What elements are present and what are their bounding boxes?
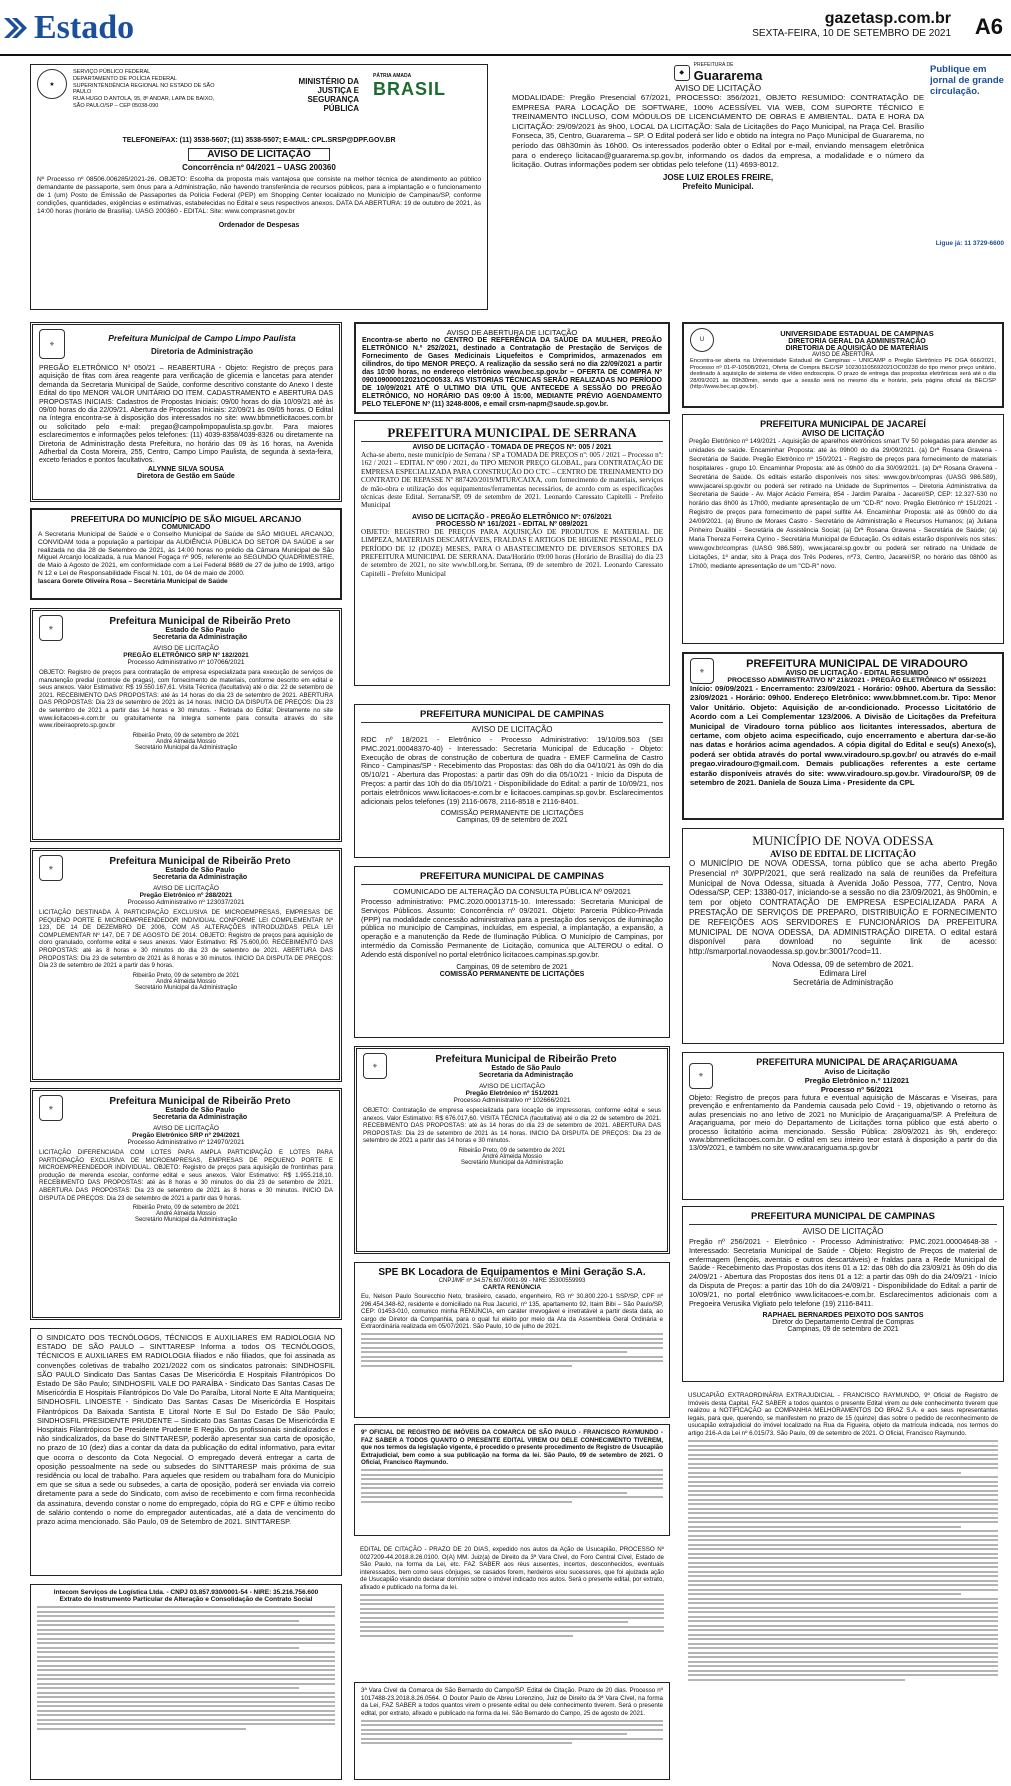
sinttaresp-body: O SINDICATO DOS TECNÓLOGOS, TÉCNICOS E AUXILIARES EM RADIOLOGIA NO ESTADO DE SÃO PAULO – SINTTARESP Informa a todos OS TECNÓLOGOS, TÉCNICOS E AUXILIARES EM RADIOLOGIA filiados e não filiados, que foi assinada as convenções coletivas de trabalho 2021/2022 com os sindicatos patronais: SINDHOSFIL SÃO PAULO Sindicato Das Santas Casas De Misericórdia E Hospitais Filantrópicos Do Estado De São Paulo; SINDHOSFIL VALE DO PARAÍBA - Sindicato Das Santas Casas De Misericórdia E Hospitais Filantrópicos Do Vale Do Paraíba, Litoral Norte E Alta Mantiqueira; SINDHOSFIL LINOESTE - Sindicato Das Santas Casas De Misericórdia E Hospitais Filantrópicos Da Baixada Santista E Litoral Norte E Sul Do Estado De São Paulo; SINDHOSFIL PRESIDENTE PRUDENTE – Sindicato Das Santas Casas De Misericórdia E Hospitais Filantrópicos De Presidente Prudente E Região. Os profissionais sindicalizados e não sindicalizados, da base do SINTTARESP, poderão apresentar sua carta de oposição, no prazo de 10 (dez) dias a contar da data da publicação do edital informativo, para evitar que ocorra o desconto da Cota Negocial. O empregado deverá entregar a carta de oposição pessoalmente na sede ou subsedes do SINTTARESP mais próxima de sua residência ou local de trabalho. Para aqueles que residem ou trabalham fora do Município em que se situa a sede ou subsedes, a carta de oposição, poderá ser enviada via correio diretamente para a sede do Sindicato, com aviso de recebimento e com firma reconhecida da assinatura, devendo constar o nome do empregado, cópia do RG e CPF e último recibo de salário contendo o nome do empregador autenticadas, até a data de vencimento do prazo acima mencionado. São Paulo, 09 de Setembro de 2021. SINTTARESP.	[37, 1333, 335, 1527]
cepesp-notice	[354, 322, 670, 414]
nova-odessa-sign1: Edimara Lirel	[819, 968, 867, 978]
guararema-notice	[512, 62, 924, 302]
rp2-proc: Processo Administrativo nº 123037/2021	[127, 899, 245, 906]
guararema-logo-icon: ◆	[674, 65, 690, 81]
campinas2-notice	[354, 866, 670, 1038]
campinas1-sign1: COMISSÃO PERMANENTE DE LICITAÇÕES	[440, 810, 584, 818]
registro-text-lines	[361, 1469, 663, 1503]
intecom-sub: Extrato do Instrumento Particular de Alteração e Consolidação de Contrato Social	[59, 1596, 313, 1603]
campinas3-sign2: Diretor do Departamento Central de Compras	[772, 1319, 914, 1327]
rp2-body: LICITAÇÃO DESTINADA À PARTICIPAÇÃO EXCLUSIVA DE MICROEMPRESAS, EMPRESAS DE PEQUENO PORTE E MICROEMPREENDEDOR INDIVIDUAL CONFORME LEI COMPLEMENTAR Nº 123, DE 14 DE DEZEMBRO DE 2006, COM AS ALTERAÇÕES INTRODUZIDAS PELA LEI COMPLEMENTAR Nº 147, DE 7 DE AGOSTO DE 2014. OBJETO: Registro de preços para aquisição de cloro granulado, conforme edital e seus anexos. Valor Estimativo: R$ 75.600,00. RECEBIMENTO DAS PROPOSTAS: até às 8 horas e 30 minutos do dia 23 de setembro de 2021. ABERTURA DAS PROPOSTAS: Dia 23 de setembro de 2021 às 8 horas e 30 minutos. INICIO DA DISPUTA DE PREÇOS: Dia 23 de setembro de 2021 a partir das 9 horas.	[39, 909, 333, 970]
aracariguama-sub3: Processo nº 56/2021	[820, 1085, 894, 1094]
campo-limpo-body: PREGÃO ELETRÔNICO Nº 050/21 – REABERTURA - Objeto: Registro de preços para aquisição de fitas com área reagente para verificação de glicemia e lancetas para atender demanda da Secretaria Municipal de Saúde, conforme descritivo constante do Anexo I deste Edital do tipo MENOR VALOR UNITÁRIO DO ITEM. CADASTRAMENTO e ABERTURA DAS PROPOSTAS INICIAIS: Cadastros de Propostas Iniciais: 09/00 horas do dia 10/09/21 até às 09/00 horas do dia 22/09/21. Abertura de Propostas Iniciais: 22/09/21 às 09/05 horas. O Edital na íntegra encontra-se à disposição dos interessados no site: www.bbmnetlicitacoes.com.br ou solicitado pelo e-mail: pregao@campolimpopaulista.sp.gov.br. Para maiores esclarecimentos e informações pelos telefones: (11) 4039-8358/4039-8326 ou diretamente na Diretoria de Administração desta Prefeitura, no horário das 09 às 16 horas, na Avenida Adherbal da Costa Moreira, 255, Centro, Campo Limpo Paulista, de segunda à sexta-feira, exceto feriados e pontos facultativos.	[39, 365, 333, 465]
serrana-notice	[354, 420, 670, 686]
brasao-icon: ⚜	[363, 1053, 387, 1079]
rp1-sec: Secretaria da Administração	[152, 633, 248, 641]
rp1-sign1: André Almeida Mossio	[156, 738, 216, 745]
serrana-body1: Acha-se aberto, neste município de Serrana / SP a TOMADA DE PREÇOS nº: 005 / 2021 – Processo nº: 162 / 2021 – EDITAL Nº 090 / 2021, do TIPO MENOR PREÇO GLOBAL, para CONTRATAÇÃO DE EMPRESA ESPECIALIZADA PARA CONSTRUÇÃO DO CTC – CENTRO DE TREINAMENTO DO CONTRATO DE REPASSE Nº 887420/2019/MTUR/CAIXA, com fornecimento de materiais, serviços de mão-obra e utilização dos equipamentos/ferramentas necessários, de acordo com as especificações técnicas deste Edital. Serrana/SP, 09 de setembro de 2021. Leonardo Caressato Capitelli - Prefeito Municipal	[361, 451, 663, 510]
campinas1-sign2: Campinas, 09 de setembro de 2021	[456, 817, 568, 825]
rp4-num: Pregão Eletrônico nº 151/2021	[465, 1090, 559, 1097]
guararema-body: MODALIDADE: Pregão Presencial 67/2021, PROCESSO: 356/2021, OBJETO RESUMIDO: CONTRATAÇÃO DE EMPRESA PARA LOCAÇÃO DE SOFTWARE, 100% ACESSÍVEL VIA WEB, COM SUPORTE TÉCNICO E TREINAMENTO INCLUSO, COM MÓDULOS DE LICENCIAMENTO DE OBRAS E AMBIENTAL. DATA E HORA DA LICITAÇÃO: 29/09/2021 às 9h00, LOCAL DA LICITAÇÃO: Sala de Licitações do Paço Municipal, na Praça Cel. Brasílio Fonseca, 35, Centro, Guararema – SP. O Edital poderá ser lido e obtido na íntegra no Paço Municipal de Guararema, no período das 08h30min às 16h00. Os interessados poderão obter o Edital por e-mail, enviando mensagem eletrônica para o endereço licitacao@guararema.sp.gov.br, informando os dados da empresa, a modalidade e o número da licitação. Outras informações podem ser obtidas pelo telefone (11) 4693-8012.	[512, 93, 924, 170]
rp2-num: Pregão Eletrônico nº 288/2021	[139, 892, 233, 899]
intecom-text-lines	[37, 1606, 335, 1730]
unicamp-sub: AVISO DE ABERTURA	[812, 352, 874, 358]
brasil-logo: PÁTRIA AMADA BRASIL	[373, 73, 446, 99]
serrana-title: PREFEITURA MUNICIPAL DE SERRANA	[361, 425, 663, 442]
unicamp-logo-icon: U	[690, 328, 714, 352]
viradouro-title: PREFEITURA MUNICIPAL DE VIRADOURO	[746, 658, 968, 670]
serrana-sub2: AVISO DE LICITAÇÃO - PREGÃO ELETRÔNICO Nº: 076/2021	[412, 513, 612, 521]
rp4-sign2: Secretário Municipal da Administração	[460, 1159, 564, 1166]
guararema-sign2: Prefeito Municipal.	[682, 181, 754, 191]
campinas2-sign1: Campinas, 09 de setembro de 2021	[456, 963, 568, 971]
rp4-state: Estado de São Paulo	[491, 1064, 561, 1072]
usucapiao-text-lines	[688, 1440, 998, 1681]
cepesp-title: AVISO DE ABERTURA DE LICITAÇÃO	[446, 328, 578, 337]
rp2-title: Prefeitura Municipal de Ribeirão Preto	[109, 855, 291, 867]
campinas3-notice	[682, 1206, 1004, 1382]
campinas2-sub: COMUNICADO DE ALTERAÇÃO DA CONSULTA PÚBLICA Nº 09/2021	[393, 887, 631, 896]
sao-miguel-sub: COMUNICADO	[161, 524, 211, 531]
unicamp-title3: DIRETORIA DE AQUISIÇÃO DE MATERIAIS	[785, 344, 929, 352]
rp1-title: Prefeitura Municipal de Ribeirão Preto	[109, 615, 291, 627]
rp2-date: Ribeirão Preto, 09 de setembro de 2021	[132, 972, 240, 979]
site-url[interactable]: gazetasp.com.br	[824, 10, 951, 27]
aracariguama-title: PREFEITURA MUNICIPAL DE ARAÇARIGUAMA	[756, 1057, 958, 1067]
aracariguama-sub1: Aviso de Licitação	[824, 1067, 890, 1076]
aracariguama-sub2: Pregão Eletrônico n.º 11/2021	[804, 1076, 910, 1085]
rp4-title: Prefeitura Municipal de Ribeirão Preto	[435, 1053, 617, 1065]
rp2-sign1: André Almeida Mossio	[156, 978, 216, 985]
campo-limpo-sign2: Diretora de Gestão em Saúde	[137, 472, 235, 480]
rp4-sec: Secretaria da Administração	[478, 1071, 574, 1079]
sinttaresp-notice	[30, 1328, 342, 1576]
spebk-sub: CARTA RENÚNCIA	[482, 1284, 542, 1291]
guararema-logo-pre: PREFEITURA DE	[693, 62, 734, 68]
spebk-text-lines	[361, 1333, 663, 1367]
spebk-body: Eu, Nelson Paulo Sourecchio Neto, brasileiro, casado, engenheiro, RG nº 30.800.220-1 SSP/SP, CPF nº 296.454.348-62, residente e domiciliado na Rua Jacurici, nº 135, apartamento 92, Itaim Bibi – São Paulo/SP, CEP: 01453-010, comunico minha RENÚNCIA, em caráter irrevogável e irretratável a partir desta data, ao cargo de Diretor da Companhia, para o qual fui eleito por meio da Ata da Assembleia Geral Ordinária e Extraordinária realizada em 05/07/2021. São Paulo, 10 de julho de 2021.	[361, 1293, 663, 1331]
rp3-title: Prefeitura Municipal de Ribeirão Preto	[109, 1095, 291, 1107]
aracariguama-body: Objeto: Registro de preços para futura e eventual aquisição de Máscaras e Viseiras, para prevenção e enfrentamento da Pandemia causada pelo Covid - 19, objetivando o retorno às aulas presenciais no ano letivo de 2021 no Município de Araçariguama/SP. A Prefeitura de Araçariguama, por meio do Departamento de Licitações torna público que está aberto o processo licitatório acima mencionado. Sessão Pública: 28/09/2021 às 9h, endereço: www.bbmnetlicitacoes.com.br. O edital em seu inteiro teor estará à disposição a partir do dia 13/09/2021, e também no site www.aracariguama.sp.gov.br	[689, 1093, 997, 1153]
sao-miguel-title: PREFEITURA DO MUNICÍPIO DE SÃO MIGUEL ARCANJO	[70, 514, 302, 524]
usucapiao-body: USUCAPIÃO EXTRAORDINÁRIA EXTRAJUDICIAL - FRANCISCO RAYMUNDO, 9º Oficial de Registro de Imóveis desta Capital, FAZ SABER a todos quantos o presente Edital virem ou dele conhecimento tiverem que realizou a NOTIFICAÇÃO ao COMPANHIA MELHORAMENTOS DO BRAZ S.A. e aos seus representantes legais, para que, querendo, se manifestem no prazo de 15 (quinze) dias sobre o pedido de reconhecimento de usucapião extrajudicial do imóvel localizado na Rua da Figueira, objeto da matrícula indicada, nos termos do artigo 216-A da Lei nº 6.015/73. São Paulo, 09 de setembro de 2021. O Oficial, Francisco Raymundo.	[688, 1392, 998, 1437]
unicamp-title2: DIRETORIA GERAL DA ADMINISTRAÇÃO	[788, 337, 926, 345]
campinas3-sign1: RAPHAEL BERNARDES PEIXOTO DOS SANTOS	[762, 1312, 924, 1320]
rp1-aviso: AVISO DE LICITAÇÃO	[153, 645, 219, 652]
campo-limpo-sign1: ALYNNE SILVA SOUSA	[147, 465, 225, 473]
intecom-title: Intecom Serviços de Logística Ltda. - CNPJ 03.857.930/0001-54 - NIRE: 35.216.756.600	[53, 1589, 319, 1596]
rp3-proc: Processo Administrativo nº 124970/2021	[127, 1139, 245, 1146]
viradouro-body: Início: 09/09/2021 - Encerramento: 23/09/2021 - Horário: 09h00. Abertura da Sessão: 23/09/2021 - Horário: 09h00. Endereço Eletrônico: www.bbmnet.com.br. Tipo: Menor Valor Unitário. Objeto: Aquisição de ar-condicionado. Processo Licitatório de Acordo com a Lei Complementar 123/2006. A Divisão de Licitações da Prefeitura Municipal de Viradouro torna público aos licitantes interessados, abertura de certame, com objeto acima especificado, cujo encerramento e abertura dar-se-ão nas datas e horários acima agendados. A cópia digital do Edital e seu(s) Anexo(s), poderá ser obtida através do portal www.viradouro.sp.gov.br/ ou através do e-mail pregao.viradouro@gmail.com. Demais publicações referentes a este certame estarão disponíveis através do site: www.viradouro.sp.gov.br. Viradouro/SP, 09 de setembro de 2021. Daniela de Souza Lima - Presidente da CPL	[690, 684, 996, 788]
pf-subtitle: Concorrência nº 04/2021 – UASG 200360	[182, 163, 336, 172]
rp3-sec: Secretaria da Administração	[152, 1113, 248, 1121]
rp4-sign1: André Almeida Mossio	[482, 1153, 542, 1160]
nova-odessa-body: O MUNICÍPIO DE NOVA ODESSA, torna público que se acha aberto Pregão Presencial nº 30/PP/2021, que será realizado na sala de reuniões da Prefeitura Municipal de Nova Odessa, situada à Avenida João Pessoa, 777, Centro, Nova Odessa/SP, CEP: 13380-017, iniciando-se a sessão no dia 23/09/2021, às 9h00min, e tem por objeto CONTRATAÇÃO DE EMPRESA ESPECIALIZADA PARA A PRESTAÇÃO DE SERVIÇOS DE PREPARO, DISTRIBUIÇÃO E FORNECIMENTO DE REFEIÇÕES AOS SERVIDORES E FUNCIONÁRIOS DA PREFEITURA MUNICIPAL DE NOVA ODESSA, DA ADMINISTRAÇÃO DIRETA. O edital estará disponível para download no seguinte link de acesso: http://smarportal.novaodessa.sp.gov.br:3001/?cod=11.	[689, 859, 997, 957]
rp4-body: OBJETO: Contratação de empresa especializada para locação de impressoras, conforme edital e seus anexos. Valor Estimativo: R$ 676.017,60. VISITA TÉCNICA (facultativa) até o dia 22 de setembro de 2021. RECEBIMENTO DAS PROPOSTAS: até às 14 horas do dia 23 de setembro de 2021. ABERTURA DAS PROPOSTAS: Dia 23 de setembro de 2021 às 14 horas. INICIO DA DISPUTA DE PREÇOS: Dia 23 de setembro de 2021 a partir das 14 horas e 30 minutos.	[363, 1107, 661, 1145]
rp4-aviso: AVISO DE LICITAÇÃO	[479, 1083, 545, 1090]
rp1-state: Estado de São Paulo	[165, 626, 235, 634]
pf-title: AVISO DE LICITAÇÃO	[188, 148, 330, 161]
sao-miguel-body: A Secretaria Municipal de Saúde e o Conselho Municipal de Saúde de SÃO MIGUEL ARCANJO, CONVIDAM toda a população a participar da AUDIÊNCIA PÚBLICA DO SETOR DA SAÚDE a ser realizada no dia 28 de Setembro de 2021, às 14:00 horas no prédio da Câmara Municipal de São Miguel Arcanjo localizada, à rua Manoel Fogaça nº 905, referente ao SEGUNDO QUADRIMESTRE, de Maio à Agosto de 2021, em conformidade com a Lei Federal 8689 de 27 de julho de 1993, artigo N 12 e Lei de Responsabilidade Fiscal N. 101, de 04 de maio de 2000.	[38, 531, 334, 577]
guararema-title: AVISO DE LICITAÇÃO	[674, 83, 762, 93]
rp3-aviso: AVISO DE LICITAÇÃO	[153, 1125, 219, 1132]
brasao-icon: ⚜	[690, 658, 714, 684]
brasao-icon: ⚜	[689, 1063, 713, 1089]
cepesp-body: Encontra-se aberto no CENTRO DE REFERÊNCIA DA SAÚDE DA MULHER, PREGÃO ELETRÔNICO N.º 252/2021, destinado a Contratação de Prestação de Serviços de Fornecimento de Gases Medicinais Liquefeitos e Comprimidos, armazenados em cilindros, do tipo MENOR PREÇO. A realização da sessão será no dia 22/09/2021 a partir das 10:00 horas, no endereço eletrônico www.bec.sp.gov.br – OFERTA DE COMPRA Nº 090109000012021OC00533. AS VISTORIAS TÉCNICAS SERÃO REALIZADAS NO PERÍODO DE 10/09/2021 ATÉ O ULTIMO DIA ÚTIL QUE ANTECEDE A SESSÃO DO PREGÃO ELETRÔNICO, NO HORÁRIO DAS 09:00 À 15:00, MEDIANTE PRÉVIO AGENDAMENTO PELO TELEFONE Nº (11) 3248-8006, e email crsm-napm@saude.sp.gov.br.	[362, 337, 662, 408]
rp3-body: LICITAÇÃO DIFERENCIADA COM LOTES PARA AMPLA PARTICIPAÇÃO E LOTES PARA PARTICIPAÇÃO EXCLUSIVA DE MICROEMPRESAS, EMPRESAS DE PEQUENO PORTE E MICROEMPREENDEDOR INDIVIDUAL. OBJETO: Registro de preços para aquisição de frontinhas para produção de merenda escolar, conforme edital e seus anexos. Valor Estimativo: R$ 1.955.218,10. RECEBIMENTO DAS PROPOSTAS: até às 8 horas e 30 minutos do dia 23 de setembro de 2021. ABERTURA DAS PROPOSTAS: Dia 23 de setembro de 2021 às 8 horas e 30 minutos. INICIO DA DISPUTA DE PREÇOS: Dia 23 de setembro de 2021 a partir das 9 horas.	[39, 1149, 333, 1202]
edital-citacao-body: EDITAL DE CITAÇÃO - PRAZO DE 20 DIAS, expedido nos autos da Ação de Usucapião, PROCESSO Nº 0027209-44.2018.8.26.0100. O(A) MM. Juiz(a) de Direito da 3ª Vara Cível, do Foro Central Cível, Estado de São Paulo, na forma da Lei, etc. FAZ SABER aos réus ausentes, incertos, desconhecidos, eventuais interessados, bem como seus cônjuges, se casados forem, herdeiros e/ou sucessores, que foi ajuizada ação de Usucapião visando declarar domínio sobre o imóvel indicado nos autos. Será o presente edital, por extrato, afixado e publicado na forma da lei.	[360, 1546, 664, 1591]
serrana-body2: OBJETO: REGISTRO DE PREÇOS PARA AQUISIÇÃO DE PRODUTOS E MATERIAL DE LIMPEZA, MATERIAIS DESCARTÁVEIS, FRALDAS E ARTIGOS DE HIGIENE PESSOAL, PELO PERÍODO DE 12 (DOZE) MESES, PARA O ABASTECIMENTO DE DIVERSOS SETORES DA PREFEITURA MUNICIPAL DE SERRANA. Data/Horário 09:00 horas (Horário de Brasília) do dia 23 de setembro de 2021, no site www.bll.org.br. Serrana, 09 de setembro de 2021. Leonardo Caressato Capitelli - Prefeito Municipal	[361, 527, 663, 578]
campinas3-sign3: Campinas, 09 de setembro de 2021	[787, 1326, 899, 1334]
campinas1-body: RDC nº 18/2021 - Eletrônico - Processo Administrativo: 19/10/09.503 (SEI PMC.2021.00048370-40) - Interessado: Secretaria Municipal de Educação - Objeto: Execução de obras de construção de cobertura de quadra - EMEF Carmelina de Castro Rinco - Campinas/SP - Recebimento das Propostas: das 08h do dia 04/10/21 às 09h do dia 05/10/21 - Abertura das Propostas: a partir das 09h do dia 05/10/21 - Início da Disputa de Preços: a partir das 10h do dia 05/10/21 - Disponibilidade do Edital: a partir de 10/09/21, nos portais eletrônicos www.licitacoes-e.com.br e licitacoes.campinas.sp.gov.br. Esclarecimentos adicionais pelos telefones (19) 2116-0678, 2116-8518 e 2116-8401.	[361, 735, 663, 806]
campinas2-title: PREFEITURA MUNICIPAL DE CAMPINAS	[361, 871, 663, 885]
pf-notice	[30, 64, 488, 310]
promo-text: Publique em jornal de grande circulação.	[930, 64, 1004, 97]
rp3-num: Pregão Eletrônico SRP nº 294/2021	[132, 1132, 240, 1139]
vara3-text-lines	[361, 1720, 663, 1745]
unicamp-title1: UNIVERSIDADE ESTADUAL DE CAMPINAS	[780, 328, 934, 338]
campinas2-body: Processo administrativo: PMC.2020.00013715-10. Interessado: Secretaria Municipal de Serviços Públicos. Assunto: Concorrência nº 09/2021. Objeto: Parceria Público-Privada (PPP) na modalidade concessão administrativa para a prestação dos serviços de iluminação pública no município de Campinas, incluídas, em especial, a implantação, a expansão, a operação e a manutenção da Rede de Iluminação Pública. O Município de Campinas, por intermédio da Comissão Permanente de Licitação, comunica que ALTEROU o edital. O Adendo está disponível no portal eletrônico licitacoes.campinas.sp.gov.br.	[361, 897, 663, 959]
campo-limpo-sub: Diretoria de Administração	[151, 346, 253, 356]
ministry-name: MINISTÉRIO DA JUSTIÇA E SEGURANÇA PÚBLICA	[298, 77, 359, 113]
vara3-notice	[354, 1682, 670, 1780]
page-number: A6	[974, 14, 1003, 39]
campinas3-title: PREFEITURA MUNICIPAL DE CAMPINAS	[689, 1211, 997, 1225]
unicamp-notice	[682, 322, 1004, 408]
pf-phone: TELEFONE/FAX: (11) 3538-5607; (11) 3538-5507; E-MAIL: CPL.SRSP@DPF.GOV.BR	[122, 137, 396, 144]
spebk-title: SPE BK Locadora de Equipamentos e Mini Geração S.A.	[378, 1267, 646, 1278]
rp3-date: Ribeirão Preto, 09 de setembro de 2021	[132, 1205, 240, 1212]
masthead	[0, 0, 1011, 56]
jacarei-notice	[682, 414, 1004, 644]
campinas1-title: PREFEITURA MUNICIPAL DE CAMPINAS	[361, 709, 663, 723]
jacarei-body: Pregão Eletrônico nº 149/2021 - Aquisição de aparelhos eletrônicos smart TV 50 polegadas para atender as unidades de saúde. Encaminhar Proposta: até às 09h00 do dia 29/09/2021. (a) Drª Rosana Gravena - Secretária de Saúde. Pregão Eletrônico nº 150/2021 - Registro de preços para fornecimento de materiais hospitalares - grupo 10. Encaminhar Proposta: até às 09h00 do dia 30/09/2021. (a) Drª Rosana Gravena - Secretária de Saúde. Os editais estarão disponíveis nos sites: www.gov.br/compras (UASG 986.589), www.jacarei.sp.gov.br ou poderá ser retirado na Unidade de Suprimentos – Diretoria Administrativa da Secretaria de Saúde - Av. Major Acácio Ferreira, 854 - Jardim Paraíba - Jacareí/SP, CEP: 12.327-530 no horário das 8h00 às 17h00, mediante apresentação de um "CD-R" novo. Pregão Eletrônico nº 151/2021 - Registro de preços para fornecimento de papel sulfite A4. Encaminhar Proposta: até às 09h00 do dia 24/09/2021. (a) Bruno de Moraes Castro - Secretário de Administração e Recursos Humanos; (a) Juliana Pinheiro Duailibi - Secretária de Assistência Social; (a) Drª Rosana Gravena - Secretária de Saúde; (a) Maria Thereza Ferreira Cyrino - Secretária Municipal de Educação. Os editais estarão disponíveis nos sites: www.gov.br/compras (UASG 986.589), www.jacarei.sp.gov.br ou poderá ser retirado na Unidade de Licitações, 1º andar, sito à Praça dos Três Poderes, nº73, Centro, Jacareí/SP, no horário das 08h00 às 17h00, mediante apresentação de um "CD-R" novo.	[689, 438, 997, 570]
rp1-body: OBJETO: Registro de preços para contratação de empresa especializada para execução de serviços de manutenção predial (controle de pragas), com fornecimento de materiais, conforme descrito em edital e seus anexos. Valor Estimativo: R$ 19.550.167,61. Visita Técnica (facultativa) até o dia: 22 de setembro de 2021. RECEBIMENTO DAS PROPOSTAS: até às 14 horas do dia 23 de setembro de 2021. ABERTURA DAS PROPOSTAS: Dia 23 de setembro de 2021 às 14 horas. INICIO DA DISPUTA DE PREÇOS: Dia 23 de setembro de 2021 a partir das 14 horas e 30 minutos. - Retirada do Edital: Diretamente no site www.licitacoes-e.com.br ou gratuitamente na íntegra somente para consulta através do site www.ribeiraopreto.sp.gov.br	[39, 669, 333, 730]
viradouro-sub2: PROCESSO ADMINISTRATIVO Nº 218/2021 - PREGÃO ELETRÔNICO Nº 055/2021	[727, 677, 987, 684]
issue-date: SEXTA-FEIRA, 10 DE SETEMBRO DE 2021	[752, 28, 951, 39]
brasao-icon: ⚜	[39, 855, 63, 881]
spebk-cnpj: CNPJ/MF nº 34.576.607/0001-99 - NIRE 35300559993	[438, 1278, 586, 1284]
rp1-notice	[30, 608, 342, 842]
unicamp-body: Encontra-se aberta na Universidade Estadual de Campinas – UNICAMP o Pregão Eletrônico PE DGA 666/2021, Processo nº 01-P-10508/2021, Oferta de Compra BEC/SP 102301105692021OC00238 do tipo menor preço unitário, destinado à aquisição de sistema de vídeo endoscopia. O prazo de entrega das propostas eletrônicas será até o dia 28/09/2021 às 09h30min, sendo que a sessão será no mesmo dia e horário, pela página oficial da BEC/SP (http://www.bec.sp.gov.br).	[690, 358, 996, 391]
viradouro-notice	[682, 652, 1004, 820]
campinas1-sub: AVISO DE LICITAÇÃO	[471, 725, 553, 734]
brasao-icon: ★	[37, 69, 67, 99]
rp1-sign2: Secretário Municipal da Administração	[134, 744, 238, 751]
rp2-state: Estado de São Paulo	[165, 866, 235, 874]
side-promo	[930, 64, 1004, 174]
jacarei-title: PREFEITURA MUNICIPAL DE JACAREÍ	[760, 419, 926, 429]
sao-miguel-notice	[30, 508, 342, 600]
campinas2-sign2: COMISSÃO PERMANENTE DE LICITAÇÕES	[439, 970, 585, 978]
rp2-sec: Secretaria da Administração	[152, 873, 248, 881]
pf-org: SERVIÇO PÚBLICO FEDERAL DEPARTAMENTO DE POLÍCIA FEDERAL SUPERINTENDÊNCIA REGIONAL NO ESTADO DE SÃO PAULO RUA HUGO D ANTOLA, 95, 8º ANDAR, LAPA DE BAIXO, SÃO PAULO/SP – CEP 05038-090	[73, 69, 215, 109]
brasao-icon: ⚜	[39, 1095, 63, 1121]
rp2-notice	[30, 848, 342, 1082]
rp3-notice	[30, 1088, 342, 1320]
registro-body: 9º OFICIAL DE REGISTRO DE IMÓVEIS DA COMARCA DE SÃO PAULO - FRANCISCO RAYMUNDO - FAZ SABER A TODOS QUANTO O PRESENTE EDITAL VIREM OU DELE CONHECIMENTO TIVEREM, que nos termos da legislação vigente, é procedido o presente procedimento de Registro de Usucapião Extrajudicial, bem como a sua publicação na forma da lei. São Paulo, 09 de setembro de 2021. O Oficial, Francisco Raymundo.	[361, 1429, 663, 1467]
rp2-aviso: AVISO DE LICITAÇÃO	[153, 885, 219, 892]
viradouro-sub1: AVISO DE LICITAÇÃO - EDITAL RESUMIDO	[785, 670, 929, 677]
aracariguama-notice	[682, 1052, 1004, 1200]
edital-citacao-notice	[354, 1542, 670, 1674]
rp1-proc: Processo Administrativo nº 107066/2021	[127, 659, 245, 666]
brasao-icon: ⚜	[39, 329, 65, 359]
rp1-date: Ribeirão Preto, 09 de setembro de 2021	[132, 732, 240, 739]
nova-odessa-sign2: Secretária de Administração	[792, 977, 894, 987]
campo-limpo-notice	[30, 322, 342, 502]
pf-sign: Ordenador de Despesas	[218, 222, 300, 229]
rp3-state: Estado de São Paulo	[165, 1106, 235, 1114]
usucapiao-notice	[682, 1388, 1004, 1780]
campinas1-notice	[354, 704, 670, 858]
guararema-sign1: JOSE LUIZ EROLES FREIRE,	[662, 172, 774, 182]
rp4-proc: Processo Administrativo nº 102666/2021	[453, 1097, 571, 1104]
brasao-icon: ⚜	[39, 615, 63, 641]
rp3-sign2: Secretário Municipal da Administração	[134, 1217, 238, 1224]
campinas3-body: Pregão nº 256/2021 - Eletrônico - Processo Administrativo: PMC.2021.00004648-38 - Interessado: Secretaria Municipal de Saúde - Objeto: Registro de Preços de material de enfermagem (lençóis, aventais e outros descartáveis) e fraldas para a Rede Municipal de Saúde - Recebimento das Propostas dos itens 01 a 12: das 08h do dia 23/09/21 às 09h do dia 24/09/21 - Abertura das Propostas dos itens 01 a 12: a partir das 09h do dia 24/09/21 - Início da Disputa de Preços: a partir das 10h do dia 24/09/21 - Disponibilidade do Edital: a partir de 10/09/21, no portal eletrônico www.licitacoes-e.com.br. Esclarecimentos adicionais com a Pregoeira Verusika Vigliato pelo telefone (19) 2116-8411.	[689, 1237, 997, 1308]
spebk-notice	[354, 1262, 670, 1418]
rp4-date: Ribeirão Preto, 09 de setembro de 2021	[458, 1147, 566, 1154]
nova-odessa-title: MUNICÍPIO DE NOVA ODESSA	[752, 833, 934, 848]
rp4-notice	[354, 1046, 670, 1254]
vara3-body: 3ª Vara Cível da Comarca de São Bernardo do Campo/SP. Edital de Citação. Prazo de 20 dias. Processo nº 1017488-23.2018.8.26.0564. O Doutor Paulo de Abreu Lorenzino, Juiz de Direito da 3ª Vara Cível, na forma da Lei, FAZ SABER a todos quantos virem o presente edital ou dele conhecimento tiverem. Será o presente edital, por extrato, afixado e publicado na forma da lei. São Bernardo do Campo, 25 de agosto de 2021.	[361, 1687, 663, 1717]
estado-logo	[2, 4, 202, 52]
nova-odessa-sub: AVISO DE EDITAL DE LICITAÇÃO	[769, 849, 917, 859]
edital-citacao-text-lines	[360, 1594, 664, 1637]
nova-odessa-notice	[682, 828, 1004, 1044]
rp1-num: PREGÃO ELETRÔNICO SRP Nº 182/2021	[123, 652, 249, 659]
header-right	[691, 10, 951, 50]
registro-notice	[354, 1424, 670, 1536]
nova-odessa-date: Nova Odessa, 09 de setembro de 2021.	[772, 959, 914, 969]
side-phone: Ligue já: 11 3729-6600	[935, 240, 1004, 247]
campinas3-sub: AVISO DE LICITAÇÃO	[802, 1227, 884, 1236]
rp3-sign1: André Almeida Mossio	[156, 1211, 216, 1218]
rp2-sign2: Secretário Municipal da Administração	[134, 984, 238, 991]
pf-body: Nº Processo nº 08506.006285/2021-26. OBJETO: Escolha da proposta mais vantajosa que consiste na melhor técnica de atendimento ao público demandante de passaporte, sem ônus para a Administração, não havendo transferência de recursos públicos, para a implantação e o funcionamento de 1 (um) Posto de Emissão de Passaportes da Polícia Federal (PEP) em Shopping Center localizado no Município de Campinas/SP, conforme condições, quantidades, exigências e estimativas, estabelecidas no Edital e seus respectivos anexos. DATA DA ABERTURA: 19 de outubro de 2021, às 14:00 horas (horário de Brasília). UASG 200360 - EDITAL: Site: www.comprasnet.gov.br	[37, 176, 481, 215]
jacarei-sub: AVISO DE LICITAÇÃO	[801, 429, 885, 438]
double-chevron-icon	[2, 15, 28, 41]
brand-name: Estado	[34, 9, 135, 46]
campo-limpo-title: Prefeitura Municipal de Campo Limpo Paulista	[108, 332, 296, 343]
intecom-notice	[30, 1584, 342, 1780]
guararema-logo: Guararema	[693, 68, 763, 83]
sao-miguel-sign: Iascara Gorete Oliveira Rosa – Secretária Municipal de Saúde	[38, 577, 228, 585]
serrana-sub1: AVISO DE LICITAÇÃO - TOMADA DE PREÇOS Nº: 005 / 2021	[412, 444, 612, 451]
serrana-sub2b: PROCESSO Nº 161/2021 - EDITAL Nº 089/2021	[436, 520, 588, 528]
